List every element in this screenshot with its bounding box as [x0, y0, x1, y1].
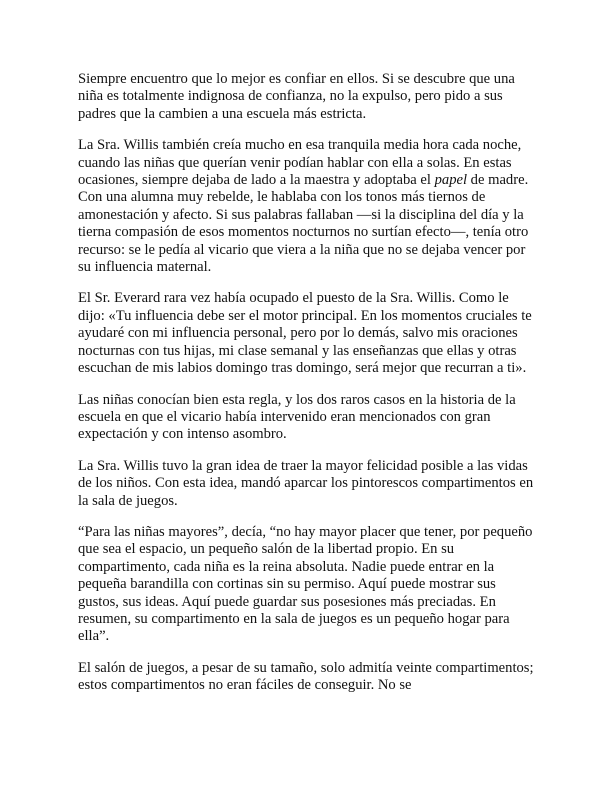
paragraph-7: [78, 660, 538, 695]
paragraph-1-text: Siempre encuentro que lo mejor es confiar en ellos. Si se descubre que una niña es totalmente indignosa de confianza, no la expulso, pero pido a sus padres que la cambien a una escuela más estricta.: [78, 71, 515, 122]
paragraph-5-text: La Sra. Willis tuvo la gran idea de traer la mayor felicidad posible a las vidas de los niños. Con esta idea, mandó aparcar los pintorescos compartimentos en la sala de juegos.: [78, 457, 534, 509]
paragraph-2: [78, 137, 538, 276]
paragraph-2-emphasis: papel: [434, 172, 468, 189]
paragraph-1: [78, 71, 538, 123]
paragraph-2-text-after: de madre. Con una alumna muy rebelde, le hablaba con los tonos más tiernos de amonestación y afecto. Si sus palabras fallaban —si la disciplina del día y la tierna compasión de esos momentos nocturnos no surtían efecto—, tenía otro recurso: se le pedía al vicario que viera a la niña que no se dejaba vencer por su influencia maternal.: [78, 172, 529, 276]
paragraph-6: [78, 524, 538, 646]
paragraph-6-text: “Para las niñas mayores”, decía, “no hay mayor placer que tener, por pequeño que sea el espacio, un pequeño salón de la libertad propio. En su compartimento, cada niña es la reina absoluta. Nadie puede entrar en la pequeña barandilla con cortinas sin su permiso. Aquí puede mostrar sus gustos, sus ideas. Aquí puede guardar sus posesiones más preciadas. En resumen, su compartimento en la sala de juegos es un pequeño hogar para ella”.: [78, 523, 533, 645]
paragraph-7-text: El salón de juegos, a pesar de su tamaño, solo admitía veinte compartimentos; estos compartimentos no eran fáciles de conseguir. No se: [78, 659, 534, 694]
paragraph-5: [78, 458, 538, 510]
paragraph-2-text-before: La Sra. Willis también creía mucho en esa tranquila media hora cada noche, cuando las niñas que querían venir podían hablar con ella a solas. En estas ocasiones, siempre dejaba de lado a la maestra y adoptaba el: [78, 137, 522, 189]
paragraph-3-text: El Sr. Everard rara vez había ocupado el puesto de la Sra. Willis. Como le dijo: «Tu influencia debe ser el motor principal. En los momentos cruciales te ayudaré con mi influencia personal, pero por lo demás, salvo mis oraciones nocturnas con tus hijas, mi clase semanal y las enseñanzas que ellas y otras escuchan de mis labios domingo tras domingo, será mejor que recurran a ti».: [78, 290, 532, 377]
paragraph-4-text: Las niñas conocían bien esta regla, y los dos raros casos en la historia de la escuela en que el vicario había intervenido eran mencionados con gran expectación y con intenso asombro.: [78, 391, 516, 443]
document-page: [78, 71, 538, 709]
paragraph-3: [78, 290, 538, 377]
paragraph-4: [78, 392, 538, 444]
